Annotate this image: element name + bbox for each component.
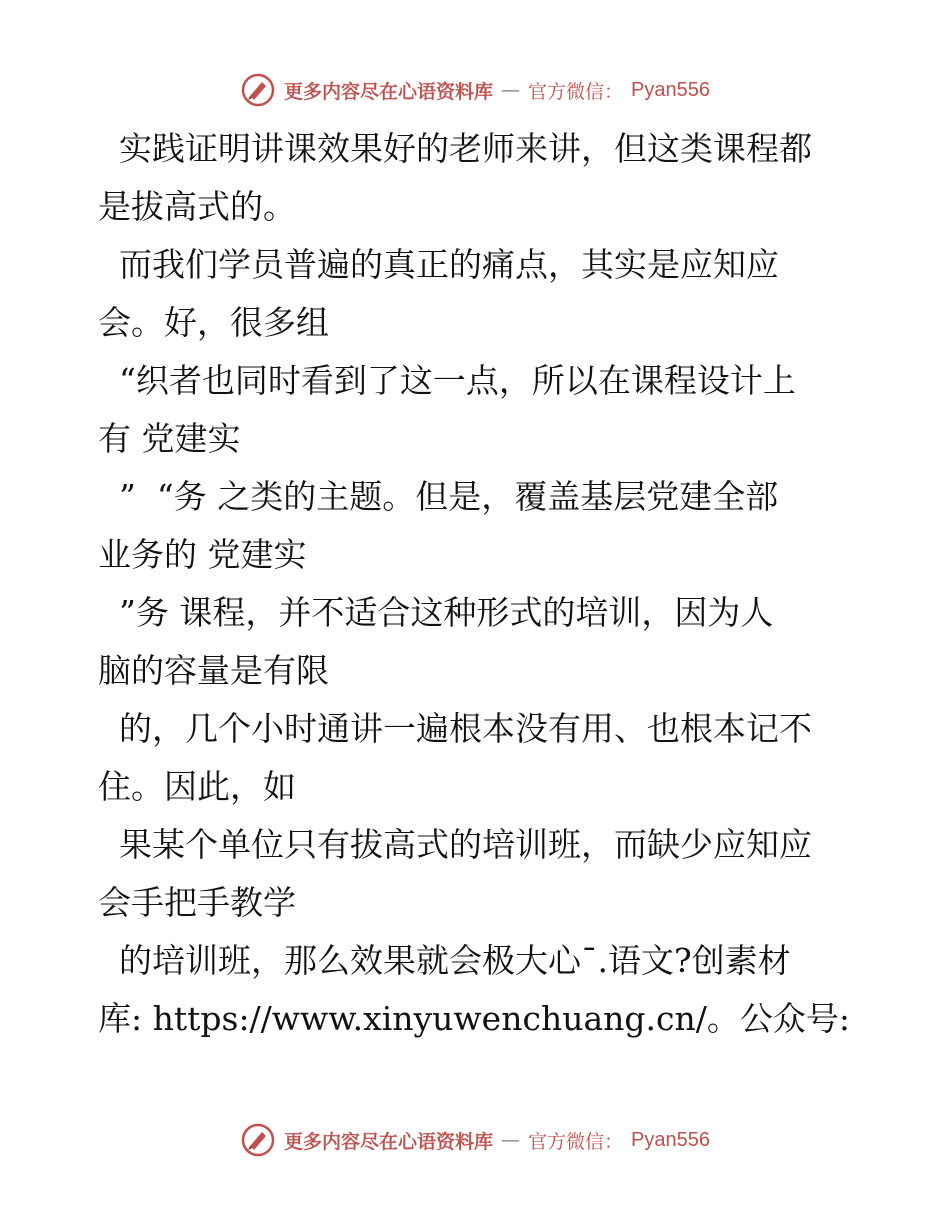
text-line: 而我们学员普遍的真正的痛点，其实是应知应 bbox=[98, 245, 779, 284]
logo-icon bbox=[240, 72, 276, 108]
text-line: 实践证明讲课效果好的老师来讲，但这类课程都 bbox=[98, 129, 812, 168]
header-wechat-label: 官方微信： bbox=[528, 80, 624, 103]
text-line: 是拔高式的。 bbox=[98, 187, 296, 226]
text-line: 的，几个小时通讲一遍根本没有用、也根本记不 bbox=[98, 709, 812, 748]
header-brand: 更多内容尽在心语资料库 bbox=[284, 80, 494, 103]
text-line: 库: https://www.xinyuwenchuang.cn/。公众号: bbox=[98, 999, 850, 1038]
document-body bbox=[98, 120, 858, 1048]
text-line: ” “务 之类的主题。但是，覆盖基层党建全部 bbox=[98, 477, 779, 516]
footer-wechat-id: Pyan556 bbox=[631, 1128, 710, 1151]
text-line: 的培训班，那么效果就会极大心¯.语文?创素材 bbox=[98, 941, 791, 980]
text-line: 会。好，很多组 bbox=[98, 303, 329, 342]
header-banner bbox=[0, 70, 950, 110]
text-line: 脑的容量是有限 bbox=[98, 651, 329, 690]
header-dash: — bbox=[501, 79, 521, 101]
logo-icon bbox=[240, 1122, 276, 1158]
text-line: ”务 课程，并不适合这种形式的培训，因为人 bbox=[98, 593, 774, 632]
footer-wechat-label: 官方微信： bbox=[528, 1130, 624, 1153]
footer-banner bbox=[0, 1120, 950, 1160]
text-line: 业务的 党建实 bbox=[98, 535, 307, 574]
text-line: “织者也同时看到了这一点，所以在课程设计上 bbox=[98, 361, 796, 400]
text-line: 果某个单位只有拔高式的培训班，而缺少应知应 bbox=[98, 825, 812, 864]
text-line: 会手把手教学 bbox=[98, 883, 296, 922]
header-wechat-id: Pyan556 bbox=[631, 78, 710, 101]
text-line: 有 党建实 bbox=[98, 419, 241, 458]
footer-brand: 更多内容尽在心语资料库 bbox=[284, 1130, 494, 1153]
footer-dash: — bbox=[501, 1129, 521, 1151]
text-line: 住。因此，如 bbox=[98, 767, 296, 806]
